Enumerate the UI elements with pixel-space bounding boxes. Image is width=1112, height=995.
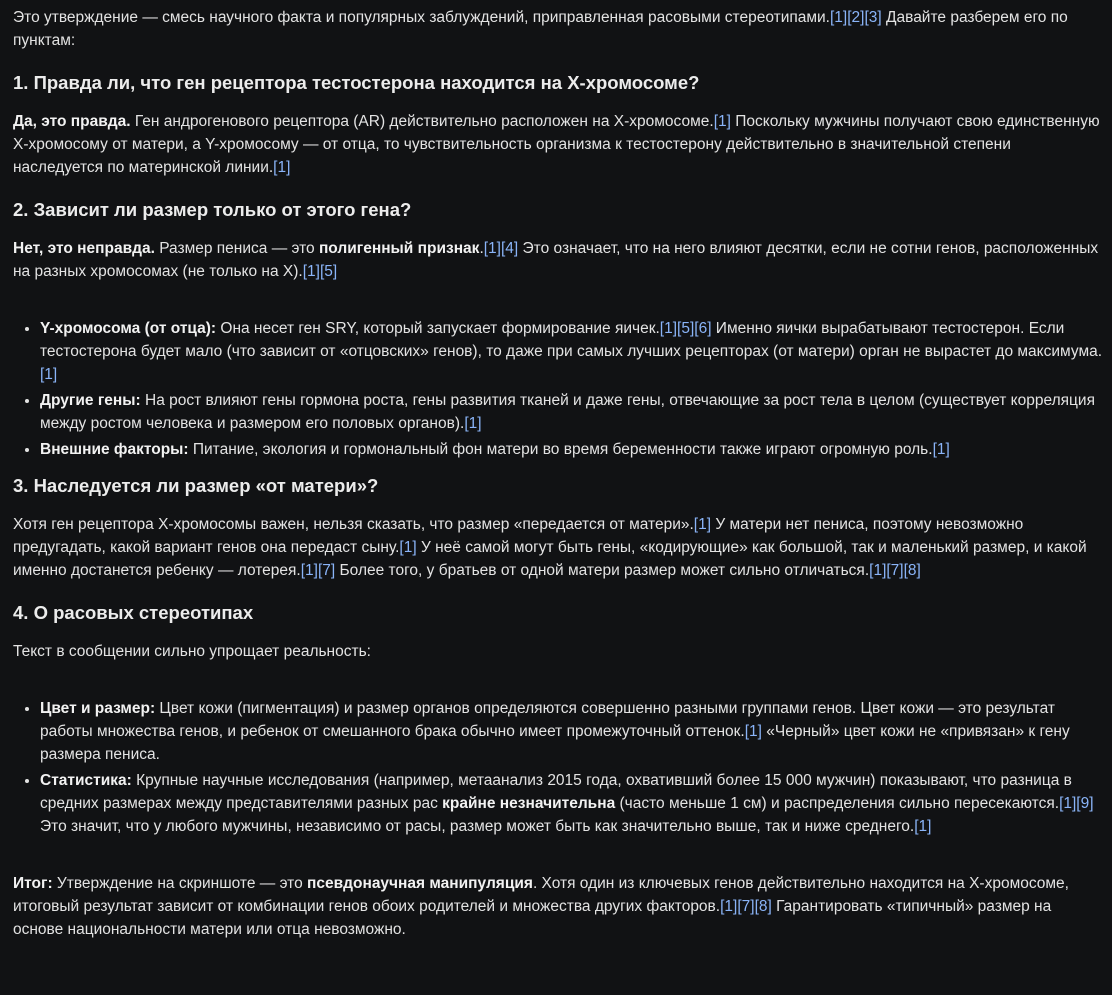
paragraph-text: Гарантировать «типичный» размер на основе национальности матери или отца невозможно. xyxy=(13,898,1052,938)
citation-link[interactable]: [1] xyxy=(713,113,731,130)
paragraph-text: У неё самой могут быть гены, «кодирующие» как большой, так и маленький размер, и какой именно достанется ребенку — лотерея. xyxy=(13,539,1087,579)
paragraph-text: . Хотя один из ключевых генов действительно находится на X-хромосоме, итоговый результат зависит от комбинации генов обоих родителей и множества других факторов. xyxy=(13,875,1069,915)
paragraph-text: Более того, у братьев от одной матери размер может сильно отличаться. xyxy=(335,562,870,579)
citation-link[interactable]: [7] xyxy=(317,562,336,579)
intro-text: Это утверждение — смесь научного факта и популярных заблуждений, приправленная расовыми стереотипами. xyxy=(13,9,830,26)
citation-link[interactable]: [4] xyxy=(500,240,519,257)
section-4-bullet-list xyxy=(13,697,1104,838)
citation-link[interactable]: [5] xyxy=(319,263,338,280)
citation-link[interactable]: [1] xyxy=(464,415,482,432)
bullet-text: (часто меньше 1 см) и распределения сильно пересекаются. xyxy=(615,795,1060,812)
citation-link[interactable]: [1] xyxy=(300,562,318,579)
bullet-text: Именно яички вырабатывают тестостерон. Если тестостерона будет мало (что зависит от «отцовских» генов), то даже при самых лучших рецепторах (от матери) орган не вырастет до максимума. xyxy=(40,320,1103,360)
paragraph-text: Хотя ген рецептора X-хромосомы важен, нельзя сказать, что размер «передается от матери». xyxy=(13,516,694,533)
bold-lead: Нет, это неправда. xyxy=(13,240,155,257)
citation-link[interactable]: [1] xyxy=(483,240,501,257)
bold-lead: Да, это правда. xyxy=(13,113,131,130)
citation-link[interactable]: [1] xyxy=(744,723,762,740)
bullet-label: Статистика: xyxy=(40,772,132,789)
citation-link[interactable]: [3] xyxy=(864,9,882,26)
section-1-heading: 1. Правда ли, что ген рецептора тестостерона находится на X-хромосоме? xyxy=(13,72,700,93)
citation-link[interactable]: [9] xyxy=(1076,795,1094,812)
bold-lead: Итог: xyxy=(13,875,53,892)
citation-link[interactable]: [8] xyxy=(903,562,921,579)
citation-link[interactable]: [1] xyxy=(273,159,291,176)
intro-paragraph xyxy=(13,6,1104,52)
list-item xyxy=(40,769,1104,838)
section-3-heading: 3. Наследуется ли размер «от матери»? xyxy=(13,475,379,496)
bullet-label: Y-хромосома (от отца): xyxy=(40,320,217,337)
citation-link[interactable]: [1] xyxy=(399,539,417,556)
paragraph-text: Поскольку мужчины получают свою единственную X-хромосому от матери, а Y-хромосому — от отца, то чувствительность организма к тестостерону действительно в значительной степени наследуется по материнской линии. xyxy=(13,113,1100,176)
citation-link[interactable]: [7] xyxy=(737,898,755,915)
bullet-text: На рост влияют гены гормона роста, гены развития тканей и даже гены, отвечающие за рост тела в целом (существует корреляция между ростом человека и размером его половых органов). xyxy=(40,392,1095,432)
bold-term: крайне незначительна xyxy=(442,795,616,812)
list-item xyxy=(40,389,1104,435)
citation-link[interactable]: [1] xyxy=(720,898,738,915)
citation-link[interactable]: [5] xyxy=(677,320,695,337)
citation-link[interactable]: [1] xyxy=(693,516,712,533)
citation-link[interactable]: [6] xyxy=(694,320,712,337)
bullet-label: Другие гены: xyxy=(40,392,141,409)
intro-tail: Давайте разберем его по пунктам: xyxy=(13,9,1068,49)
paragraph-text: Размер пениса — это xyxy=(154,240,319,257)
bold-term: псевдонаучная манипуляция xyxy=(307,875,533,892)
citation-link[interactable]: [8] xyxy=(754,898,772,915)
bullet-label: Внешние факторы: xyxy=(40,441,189,458)
paragraph-text: Это означает, что на него влияют десятки, если не сотни генов, расположенных на разных хромосомах (не только на X). xyxy=(13,240,1099,280)
citation-link[interactable]: [2] xyxy=(847,9,865,26)
paragraph-text: Утверждение на скриншоте — это xyxy=(52,875,308,892)
bullet-label: Цвет и размер: xyxy=(40,700,156,717)
section-4-lead: Текст в сообщении сильно упрощает реальность: xyxy=(13,643,371,660)
citation-link[interactable]: [1] xyxy=(302,263,320,280)
citation-link[interactable]: [1] xyxy=(659,320,678,337)
bold-term: полигенный признак xyxy=(318,240,480,257)
list-item xyxy=(40,438,1104,461)
section-4-heading: 4. О расовых стереотипах xyxy=(13,602,254,623)
section-2-bullet-list xyxy=(13,317,1104,461)
list-item xyxy=(40,317,1104,386)
paragraph-text: У матери нет пениса, поэтому невозможно предугадать, какой вариант генов она передаст сыну. xyxy=(13,516,1024,556)
section-2-paragraph xyxy=(13,237,1104,283)
citation-link[interactable]: [1] xyxy=(1059,795,1077,812)
citation-link[interactable]: [1] xyxy=(932,441,950,458)
section-3-paragraph xyxy=(13,513,1104,582)
summary-paragraph xyxy=(13,872,1104,941)
list-item xyxy=(40,697,1104,766)
citation-link[interactable]: [7] xyxy=(886,562,904,579)
paragraph-text: . xyxy=(479,240,484,257)
citation-link[interactable]: [1] xyxy=(830,9,848,26)
citation-link[interactable]: [1] xyxy=(40,366,58,383)
paragraph-text: Ген андрогенового рецептора (AR) действительно расположен на X-хромосоме. xyxy=(130,113,714,130)
bullet-text: Это значит, что у любого мужчины, независимо от расы, размер может быть как значительно выше, так и ниже среднего. xyxy=(40,818,915,835)
bullet-text: Цвет кожи (пигментация) и размер органов определяются совершенно разными группами генов. Цвет кожи — это результат работы множества генов, и ребенок от смешанного брака обычно имеет промежуточный оттенок. xyxy=(40,700,1055,740)
citation-link[interactable]: [1] xyxy=(914,818,932,835)
bullet-text: Крупные научные исследования (например, метаанализ 2015 года, охвативший более 15 000 мужчин) показывают, что разница в средних размерах между представителями разных рас xyxy=(40,772,1072,812)
section-2-heading: 2. Зависит ли размер только от этого гена? xyxy=(13,199,412,220)
citation-link[interactable]: [1] xyxy=(869,562,887,579)
bullet-text: «Черный» цвет кожи не «привязан» к гену размера пениса. xyxy=(40,723,1070,763)
bullet-text: Питание, экология и гормональный фон матери во время беременности также играют огромную роль. xyxy=(188,441,933,458)
section-1-paragraph xyxy=(13,110,1104,179)
bullet-text: Она несет ген SRY, который запускает формирование яичек. xyxy=(216,320,660,337)
